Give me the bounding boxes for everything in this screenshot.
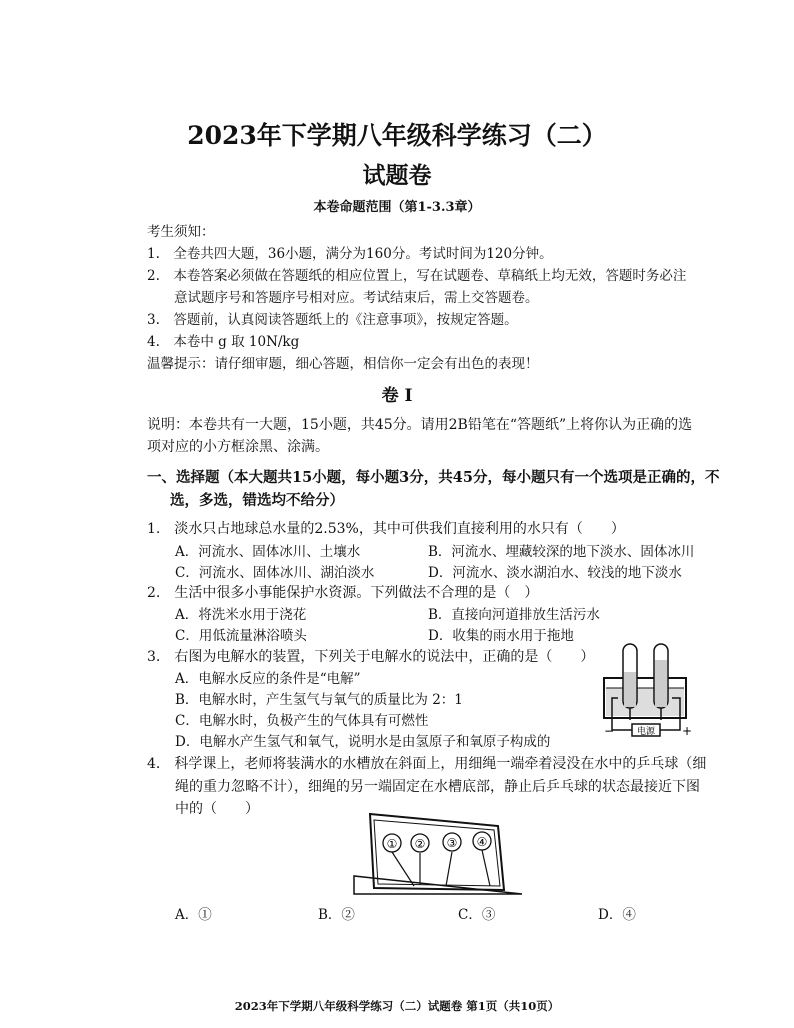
question-stem: 2. 生活中很多小事能保护水资源。下列做法不合理的是（ ） [147,585,539,601]
power-label: 电源 [636,727,656,737]
notice-item: 意试题序号和答题序号相对应。考试结束后，需上交答题卷。 [147,290,539,306]
ball-label: ① [386,837,398,851]
electrolysis-apparatus-figure [598,638,698,738]
inclined-water-tank-figure [350,808,530,900]
section-heading: 选，多选，错选均不给分） [170,492,344,509]
question-stem: 4. 科学课上，老师将装满水的水槽放在斜面上，用细绳一端牵着浸没在水中的乒乓球（细 [147,756,707,772]
option-c: C．河流水、固体冰川、湖泊淡水 [175,565,375,581]
option-a: A．① [175,907,212,923]
notice-tip: 温馨提示：请仔细审题，细心答题，相信你一定会有出色的表现！ [147,356,539,372]
option-c: C．③ [458,907,496,923]
volume-description: 说明：本卷共有一大题，15小题，共45分。请用2B铅笔在“答题纸”上将你认为正确的选 [147,417,693,433]
option-b: B．② [318,907,355,923]
page-subtitle: 试题卷 [362,162,432,189]
page-title: 2023年下学期八年级科学练习（二） [187,121,607,150]
option-c: C．用低流量淋浴喷头 [175,628,307,644]
section-heading: 一、选择题（本大题共15小题，每小题3分，共45分，每小题只有一个选项是正确的，不 [147,469,720,486]
notice-heading: 考生须知： [147,224,215,240]
notice-item: 2. 本卷答案必须做在答题纸的相应位置上，写在试题卷、草稿纸上均无效，答题时务必注 [147,268,687,284]
option-a: A．河流水、固体冰川、土壤水 [175,544,361,560]
option-a: A．将洗米水用于浇花 [175,607,307,623]
exam-scope: 本卷命题范围（第1-3.3章） [313,200,481,215]
plus-sign: + [682,724,693,738]
question-stem: 绳的重力忽略不计），细绳的另一端固定在水槽底部，静止后乒乓球的状态最接近下图 [147,779,700,795]
question-stem: 3. 右图为电解水的装置，下列关于电解水的说法中，正确的是（ ） [147,649,595,665]
notice-item: 1. 全卷共四大题，36小题，满分为160分。考试时间为120分钟。 [147,246,553,262]
question-stem: 1. 淡水只占地球总水量的2.53%，其中可供我们直接利用的水只有（ ） [147,521,625,537]
option-b: B．电解水时，产生氢气与氧气的质量比为 2：1 [175,692,463,708]
minus-sign: − [604,724,615,738]
page-footer: 2023年下学期八年级科学练习（二）试题卷 第1页（共10页） [234,999,560,1013]
option-a: A．电解水反应的条件是“电解” [175,671,361,687]
question-stem: 中的（ ） [147,801,259,817]
volume-description: 项对应的小方框涂黑、涂满。 [147,439,329,455]
notice-item: 4. 本卷中 g 取 10N/kg [147,334,300,350]
ball-label: ② [414,837,426,851]
option-d: D．河流水、淡水湖泊水、较浅的地下淡水 [428,565,682,581]
option-d: D．④ [598,907,636,923]
ball-label: ④ [476,835,488,849]
option-d: D．电解水产生氢气和氧气，说明水是由氢原子和氧原子构成的 [175,734,551,750]
notice-item: 3. 答题前，认真阅读答题纸上的《注意事项》，按规定答题。 [147,312,518,328]
ball-label: ③ [446,836,458,850]
option-c: C．电解水时，负极产生的气体具有可燃性 [175,713,429,729]
option-b: B．直接向河道排放生活污水 [428,607,600,623]
option-b: B．河流水、埋藏较深的地下淡水、固体冰川 [428,544,695,560]
volume-title: 卷 I [381,386,413,406]
option-d: D．收集的雨水用于拖地 [428,628,574,644]
